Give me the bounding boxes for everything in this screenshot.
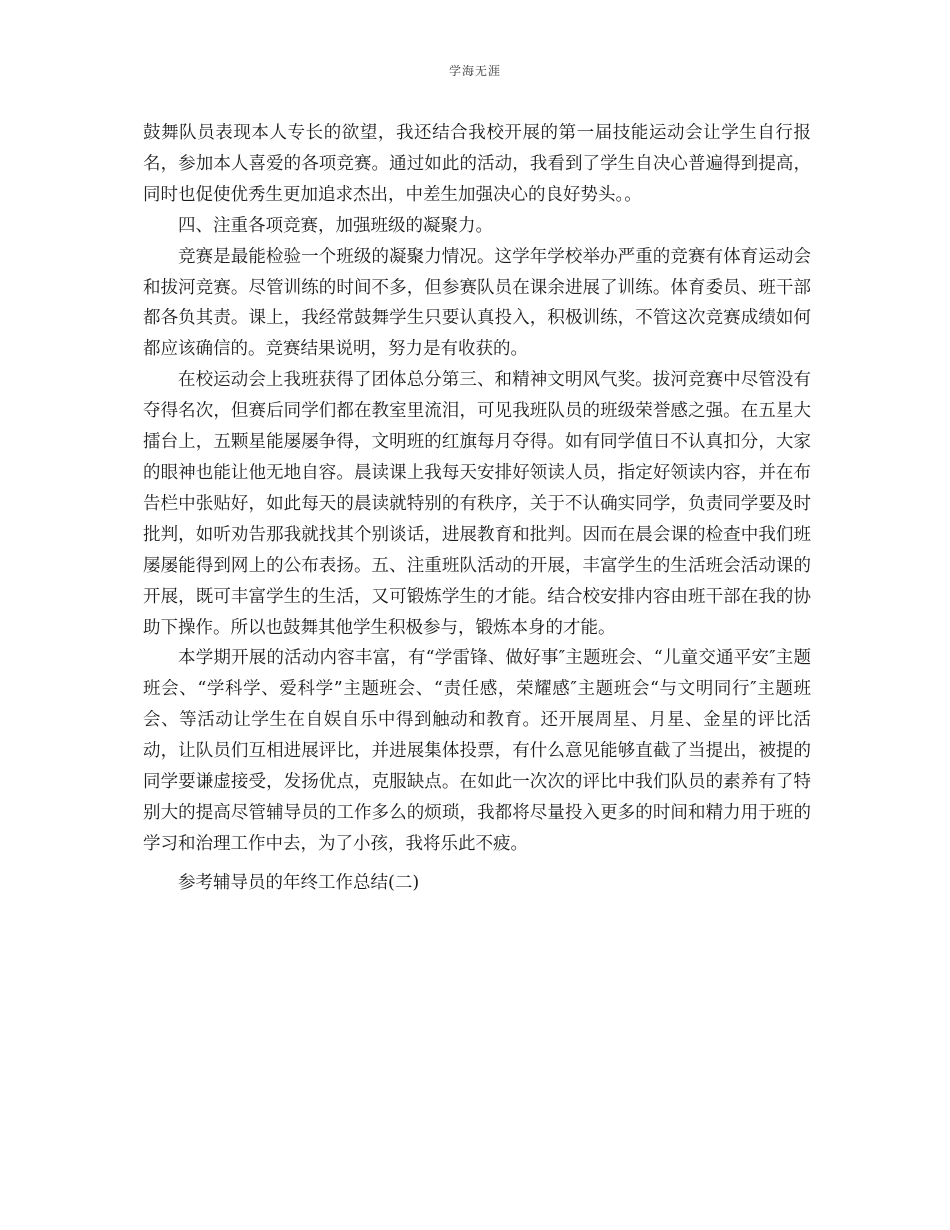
section-heading-four: 四、注重各项竞赛，加强班级的凝聚力。 (178, 215, 493, 236)
page-header: 学海无涯 (448, 64, 501, 78)
paragraph-competition: 竞赛是最能检验一个班级的凝聚力情况。这学年学校举办严重的竞赛有体育运动会和拔河竞赛。尽管训练的时间不多，但参赛队员在课余进展了训练。体育委员、班干部都各负其责。课上，我经常鼓舞学生只要认真投入，积极训练，不管这次竞赛成绩如何都应该确信的。竞赛结果说明，努力是有收获的。 (143, 246, 811, 360)
document-body (143, 118, 811, 899)
paragraph-sports-meet: 在校运动会上我班获得了团体总分第三、和精神文明风气奖。拔河竞赛中尽管没有夺得名次，但赛后同学们都在教室里流泪，可见我班队员的班级荣誉感之强。在五星大擂台上，五颗星能屡屡争得，文明班的红旗每月夺得。如有同学值日不认真扣分，大家的眼神也能让他无地自容。晨读课上我每天安排好领读人员，指定好领读内容，并在布告栏中张贴好，如此每天的晨读就特别的有秩序，关于不认确实同学，负责同学要及时批判，如听劝告那我就找其个别谈话，进展教育和批判。因而在晨会课的检查中我们班屡屡能得到网上的公布表扬。五、注重班队活动的开展，丰富学生的生活班会活动课的开展，既可丰富学生的生活，又可锻炼学生的才能。结合校安排内容由班干部在我的协助下操作。所以也鼓舞其他学生积极参与，锻炼本身的才能。 (143, 370, 811, 638)
paragraph-continuation: 鼓舞队员表现本人专长的欲望，我还结合我校开展的第一届技能运动会让学生自行报名，参加本人喜爱的各项竞赛。通过如此的活动，我看到了学生自决心普遍得到提高，同时也促使优秀生更加追求杰出，中差生加强决心的良好势头。。 (143, 123, 811, 205)
next-section-title: 参考辅导员的年终工作总结(二) (178, 872, 420, 893)
paragraph-activities: 本学期开展的活动内容丰富，有“学雷锋、做好事″主题班会、“儿童交通平安″主题班会、“学科学、爱科学”主题班会、“责任感，荣耀感″主题班会“与文明同行″主题班会、等活动让学生在自娱自乐中得到触动和教育。还开展周星、月星、金星的评比活动，让队员们互相进展评比，并进展集体投票，有什么意见能够直截了当提出，被提的同学要谦虚接受，发扬优点，克服缺点。在如此一次次的评比中我们队员的素养有了特别大的提高尽管辅导员的工作多么的烦琐，我都将尽量投入更多的时间和精力用于班的学习和治理工作中去，为了小孩，我将乐此不疲。 (143, 648, 811, 854)
